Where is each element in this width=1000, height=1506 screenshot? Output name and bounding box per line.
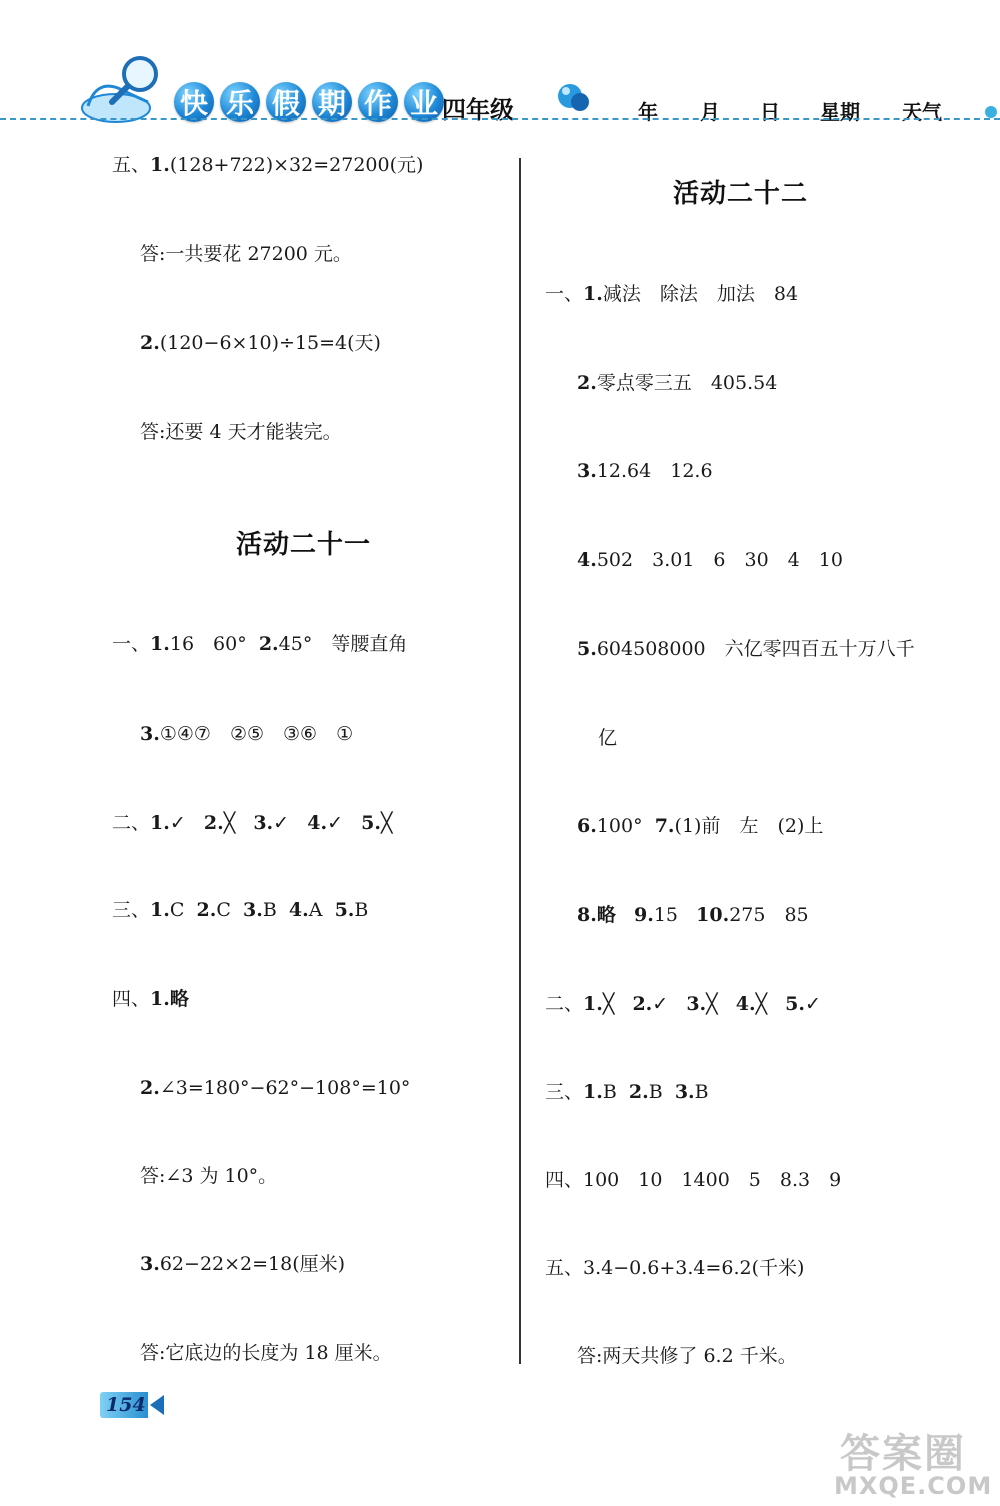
left-s4-a2: 答:∠3 为 10°。 [140, 1165, 278, 1187]
left-s5-a2: 答:还要 4 天才能装完。 [140, 421, 342, 443]
title-char: 作 [358, 82, 398, 122]
cross-mark: ╳ [223, 812, 236, 834]
right-s4: 四、100 10 1400 5 8.3 9 [545, 1169, 842, 1191]
column-divider [519, 158, 521, 1364]
activity-22-title: 活动二十二 [673, 179, 809, 209]
choice-answer: C [169, 899, 185, 921]
check-mark: ✓ [169, 812, 186, 834]
question-number: 4. [307, 812, 328, 834]
decorative-dot [985, 106, 997, 118]
title-char: 业 [404, 82, 444, 122]
left-s1-q1-q2 [112, 632, 407, 656]
answer-text: (1)前 左 (2)上 [674, 815, 824, 837]
right-q3 [577, 459, 713, 483]
question-number: 3. [253, 812, 274, 834]
question-number: 3. [577, 460, 597, 482]
answer-text: 16 60° [169, 633, 247, 655]
question-number: 1. [150, 154, 170, 176]
check-mark: ✓ [652, 993, 669, 1015]
title-char: 期 [312, 82, 352, 122]
page-header [0, 0, 1000, 140]
choice-answer: B [602, 1081, 617, 1103]
question-number: 5. [361, 812, 381, 834]
section-prefix: 二、 [112, 812, 151, 834]
cross-mark: ╳ [380, 812, 393, 834]
question-number: 1. [150, 988, 170, 1010]
cross-mark: ╳ [706, 993, 718, 1015]
watermark [830, 1420, 1000, 1506]
activity-21-title: 活动二十一 [236, 530, 372, 560]
left-s4-a3: 答:它底边的长度为 18 厘米。 [140, 1342, 392, 1364]
question-number: 6. [577, 815, 597, 837]
question-number: 2. [203, 812, 224, 834]
question-number: 5. [785, 993, 806, 1015]
question-number: 3. [140, 1253, 160, 1275]
answer-text: 100° [596, 815, 643, 837]
right-s2 [545, 992, 821, 1016]
title-char: 快 [174, 82, 214, 122]
question-number: 4. [735, 993, 756, 1015]
question-number: 1. [150, 899, 170, 921]
question-number: 1. [583, 1081, 603, 1103]
left-s3 [112, 898, 368, 922]
weather-label: 天气 [902, 100, 942, 124]
right-q5 [577, 637, 915, 661]
right-q4 [577, 548, 843, 572]
answer-text: 零点零三五 405.54 [596, 372, 778, 394]
answer-text: 减法 除法 加法 84 [602, 283, 799, 305]
choice-answer: B [648, 1081, 663, 1103]
section-prefix: 三、 [112, 899, 151, 921]
question-number: 5. [577, 638, 597, 660]
choice-answer: A [308, 899, 323, 921]
title-char: 假 [266, 82, 306, 122]
right-q1 [545, 282, 798, 306]
section-prefix: 一、 [545, 283, 584, 305]
left-s5-q2 [140, 331, 381, 355]
choice-answer: B [694, 1081, 709, 1103]
watermark-text: 答案圈 [840, 1431, 966, 1477]
answer-text: ∠3=180°−62°−108°=10° [159, 1077, 411, 1099]
answer-text: 略 [596, 904, 616, 926]
question-number: 4. [577, 549, 597, 571]
check-mark: ✓ [327, 812, 343, 834]
answer-text: (128+722)×32=27200(元) [169, 154, 424, 176]
header-dashed-line [0, 118, 1000, 120]
answer-text: 604508000 六亿零四百五十万八千 [596, 638, 915, 660]
right-q8-q10 [577, 903, 809, 927]
cross-mark: ╳ [755, 993, 768, 1015]
weekday-label: 星期 [820, 100, 860, 124]
question-number: 8. [577, 904, 597, 926]
question-number: 4. [288, 899, 309, 921]
right-s5: 五、3.4−0.6+3.4=6.2(千米) [545, 1257, 805, 1279]
answer-text: ①④⑦ ②⑤ ③⑥ ① [159, 723, 354, 745]
arrow-left-icon [150, 1395, 164, 1415]
left-s2 [112, 811, 392, 835]
answer-text: 502 3.01 6 30 4 10 [596, 549, 843, 571]
question-number: 2. [140, 332, 160, 354]
answer-text: 275 85 [729, 904, 809, 926]
cross-mark: ╳ [602, 993, 615, 1015]
balloon-icon [556, 80, 592, 116]
right-q6-q7 [577, 814, 823, 838]
left-s4-q1 [112, 987, 189, 1011]
book-title [174, 82, 450, 122]
choice-answer: C [216, 899, 231, 921]
answer-text: 15 [653, 904, 679, 926]
right-q5-continued: 亿 [598, 727, 618, 749]
right-q2 [577, 371, 777, 395]
year-label: 年 [638, 100, 658, 124]
question-number: 10. [696, 904, 730, 926]
right-s5-answer: 答:两天共修了 6.2 千米。 [577, 1345, 797, 1367]
day-label: 日 [760, 100, 780, 124]
answer-text: (120−6×10)÷15=4(天) [159, 332, 381, 354]
watermark-url: MXQE.COM [834, 1472, 993, 1500]
section-prefix: 二、 [545, 993, 584, 1015]
question-number: 1. [583, 283, 603, 305]
question-number: 1. [150, 812, 170, 834]
question-number: 2. [577, 372, 597, 394]
answer-text: 45° 等腰直角 [278, 633, 408, 655]
choice-answer: B [354, 899, 369, 921]
answer-text: 62−22×2=18(厘米) [159, 1253, 346, 1275]
left-s5-q1 [112, 153, 423, 177]
left-s4-q2 [140, 1076, 410, 1100]
question-number: 1. [583, 993, 603, 1015]
question-number: 5. [334, 899, 355, 921]
question-number: 1. [150, 633, 170, 655]
section-prefix: 一、 [112, 633, 151, 655]
question-number: 2. [140, 1077, 160, 1099]
page-number: 154 [106, 1394, 146, 1416]
page-number-badge [100, 1392, 180, 1420]
left-s5-a1: 答:一共要花 27200 元。 [140, 243, 352, 265]
title-char: 乐 [220, 82, 260, 122]
answer-text: 12.64 12.6 [596, 460, 713, 482]
section-prefix: 三、 [545, 1081, 584, 1103]
right-s3 [545, 1080, 709, 1104]
question-number: 7. [654, 815, 675, 837]
left-s1-q3 [140, 722, 353, 746]
question-number: 3. [686, 993, 707, 1015]
question-number: 2. [632, 993, 653, 1015]
section-prefix: 四、 [112, 988, 151, 1010]
question-number: 9. [633, 904, 654, 926]
month-label: 月 [700, 100, 720, 124]
check-mark: ✓ [273, 812, 290, 834]
question-number: 3. [674, 1081, 695, 1103]
question-number: 2. [196, 899, 217, 921]
question-number: 2. [628, 1081, 649, 1103]
left-s4-q3 [140, 1252, 345, 1276]
question-number: 2. [258, 633, 279, 655]
answer-text: 略 [169, 988, 189, 1010]
check-mark: ✓ [805, 993, 821, 1015]
question-number: 3. [140, 723, 160, 745]
section-prefix: 五、 [112, 154, 151, 176]
question-number: 3. [242, 899, 263, 921]
grade-label: 四年级 [442, 96, 514, 124]
choice-answer: B [262, 899, 277, 921]
